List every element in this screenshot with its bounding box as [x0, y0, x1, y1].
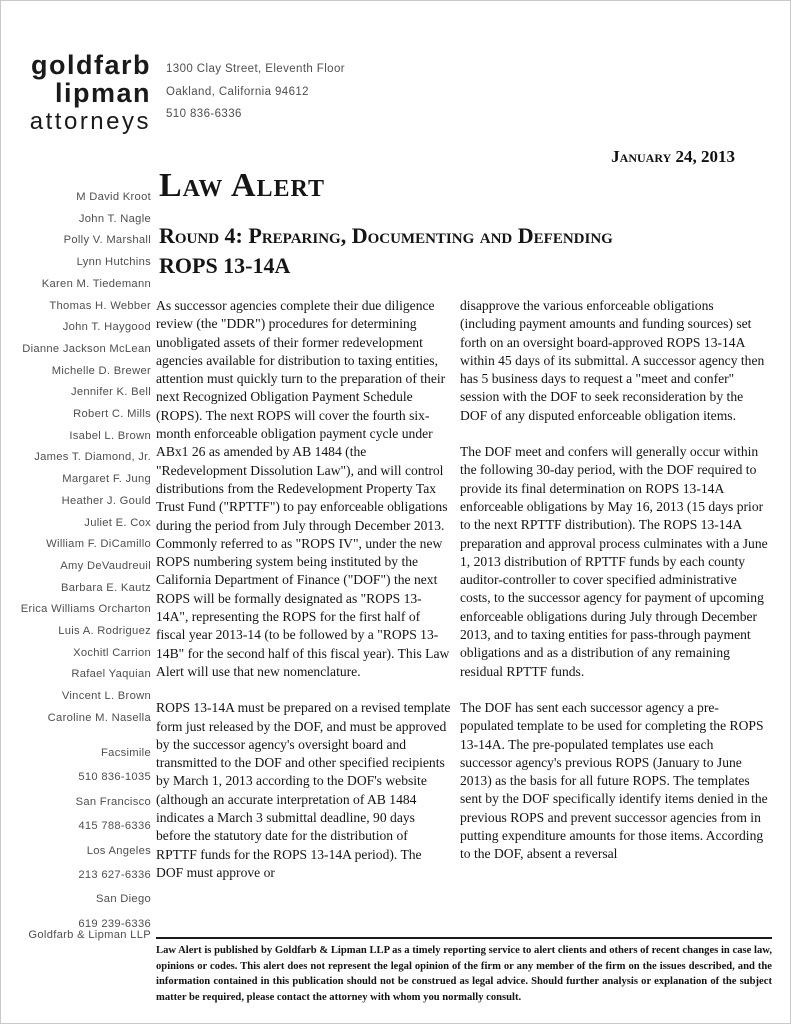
attorney-name: Isabel L. Brown: [69, 429, 151, 442]
attorney-name: William F. DiCamillo: [46, 538, 151, 551]
attorney-name: Amy DeVaudreuil: [60, 559, 151, 572]
address-line-street: 1300 Clay Street, Eleventh Floor: [166, 63, 345, 75]
attorney-name: John T. Nagle: [78, 212, 151, 225]
attorney-name: Caroline M. Nasella: [47, 711, 151, 724]
contact-line-sanfrancisco-number: 415 788-6336: [78, 820, 151, 833]
address-line-phone: 510 836-6336: [166, 108, 242, 120]
page-title: Law Alert: [159, 167, 326, 204]
attorney-name: James T. Diamond, Jr.: [34, 451, 151, 464]
attorney-name: Michelle D. Brewer: [51, 364, 151, 377]
firm-name: Goldfarb & Lipman LLP: [28, 929, 151, 941]
publication-date: January 24, 2013: [611, 147, 735, 166]
attorney-name: M David Kroot: [76, 191, 151, 203]
logo-word-attorneys: attorneys: [29, 108, 151, 135]
contact-line-sanfrancisco-label: San Francisco: [75, 795, 151, 808]
body-right-column: [460, 297, 768, 882]
attorney-list: [1, 187, 151, 730]
contact-line-losangeles-number: 213 627-6336: [78, 869, 151, 882]
attorney-name: Juliet E. Cox: [84, 516, 151, 529]
logo-word-goldfarb: goldfarb: [31, 50, 151, 80]
left-paragraph-2: ROPS 13-14A must be prepared on a revised template form just released by the DOF, and must be approved by the successor agency's oversight board and transmitted to the DOF and other specified recipients by March 1, 2013 according to the DOF's website (although an accurate interpretation of AB 1484 indicates a March 3 submittal deadline, 90 days before the statutory date for the distribution of RPTTF funds for the ROPS 13-14A period). The DOF must approve or: [156, 700, 451, 880]
contact-line-sandiego-label: San Diego: [96, 893, 151, 906]
right-paragraph-3: The DOF has sent each successor agency a pre-populated template to be used for completing the ROPS 13-14A. The pre-populated templates use each successor agency's previous ROPS (January to June 2013) as the basis for all future ROPS. The templates sent by the DOF specifically identify items denied in the previous ROPS and prevent successor agencies from in putting expenditure amounts for those items. According to the DOF, absent a reversal: [460, 699, 768, 862]
attorney-name: Xochitl Carrion: [73, 646, 151, 659]
attorney-name: Dianne Jackson McLean: [22, 342, 151, 355]
attorney-name: Luis A. Rodriguez: [58, 625, 151, 638]
attorney-name: Margaret F. Jung: [62, 473, 151, 486]
footer-disclaimer: Law Alert is published by Goldfarb & Lipman LLP as a timely reporting service to alert clients and others of recent changes in case law, opinions or codes. This alert does not represent the legal opinion of the firm or any member of the firm on the issues described, and the information contained in this publication should not be construed as legal advice. Should further analysis or explanation of the subject matter be required, please contact the attorney with whom you normally consult.: [156, 937, 772, 1005]
attorney-name: Karen M. Tiedemann: [41, 277, 151, 290]
body-left-column: [156, 297, 451, 900]
attorney-name: Lynn Hutchins: [76, 256, 151, 269]
attorney-name: Rafael Yaquian: [71, 668, 151, 681]
attorney-name: Barbara E. Kautz: [61, 581, 151, 594]
address-line-city: Oakland, California 94612: [166, 85, 309, 98]
attorney-name: Vincent L. Brown: [61, 690, 151, 703]
attorney-name: Heather J. Gould: [61, 494, 151, 507]
right-paragraph-2: The DOF meet and confers will generally occur within the following 30-day period, with the DOF required to provide its final determination on ROPS 13-14A enforceable obligations by May 16, 2013 (15 days prior to the next RPTTF distribution). The ROPS 13-14A preparation and approval process culminates with a June 1, 2013 distribution of RPTTF funds by each county auditor-controller to cover specified administrative costs, to the successor agency for payment of upcoming enforceable obligations during July through December 2013, and to taxing entities for pass-through payment obligations and as a distribution of any remaining residual RPTTF funds.: [460, 444, 768, 679]
attorney-name: Erica Williams Orcharton: [20, 603, 151, 616]
attorney-name: Jennifer K. Bell: [70, 386, 151, 399]
firm-address: [166, 58, 345, 126]
attorney-name: Robert C. Mills: [73, 408, 151, 421]
contact-line-facsimile-label: Facsimile: [101, 747, 151, 759]
right-paragraph-1: disapprove the various enforceable obligations (including payment amounts and funding sources) set forth on an oversight board-approved ROPS 13-14A within 45 days of its submittal. A successor agency then has 5 business days to request a "meet and confer" session with the DOF to seek reconsideration by the DOF of any disputed enforceable obligation items.: [460, 298, 765, 423]
attorney-name: Polly V. Marshall: [63, 234, 151, 247]
left-paragraph-1: As successor agencies complete their due diligence review (the "DDR") procedures for determining unobligated assets of their former redevelopment agencies available for distribution to taxing entities, attention must quickly turn to the preparation of their next Recognized Obligation Payment Schedule (ROPS). The next ROPS will cover the fourth six-month enforceable obligation payment cycle under ABx1 26 as amended by AB 1484 (the "Redevelopment Dissolution Law"), and will control distributions from the Redevelopment Property Tax Trust Fund ("RPTTF") to pay enforceable obligations during the period from July through December 2013. Commonly referred to as "ROPS IV", under the new ROPS numbering system being instituted by the California Department of Finance ("DOF") the next ROPS will be formally designated as "ROPS 13-14A", representing the ROPS for the first half of fiscal year 2013-14 (to be followed by a "ROPS 13-14B" for the second half of this fiscal year). This Law Alert will use that new nomenclature.: [156, 298, 450, 679]
contact-line-losangeles-label: Los Angeles: [86, 844, 151, 857]
attorney-name: Thomas H. Webber: [49, 299, 151, 312]
contact-line-facsimile-number: 510 836-1035: [78, 771, 151, 784]
contact-list: [1, 741, 151, 936]
page-subtitle: Round 4: Preparing, Documenting and Defending ROPS 13-14A: [159, 223, 613, 278]
logo-word-lipman: lipman: [54, 78, 151, 108]
attorney-name: John T. Haygood: [62, 321, 151, 334]
contact-line-sandiego-number: 619 239-6336: [78, 917, 151, 930]
firm-logo: [1, 51, 151, 137]
